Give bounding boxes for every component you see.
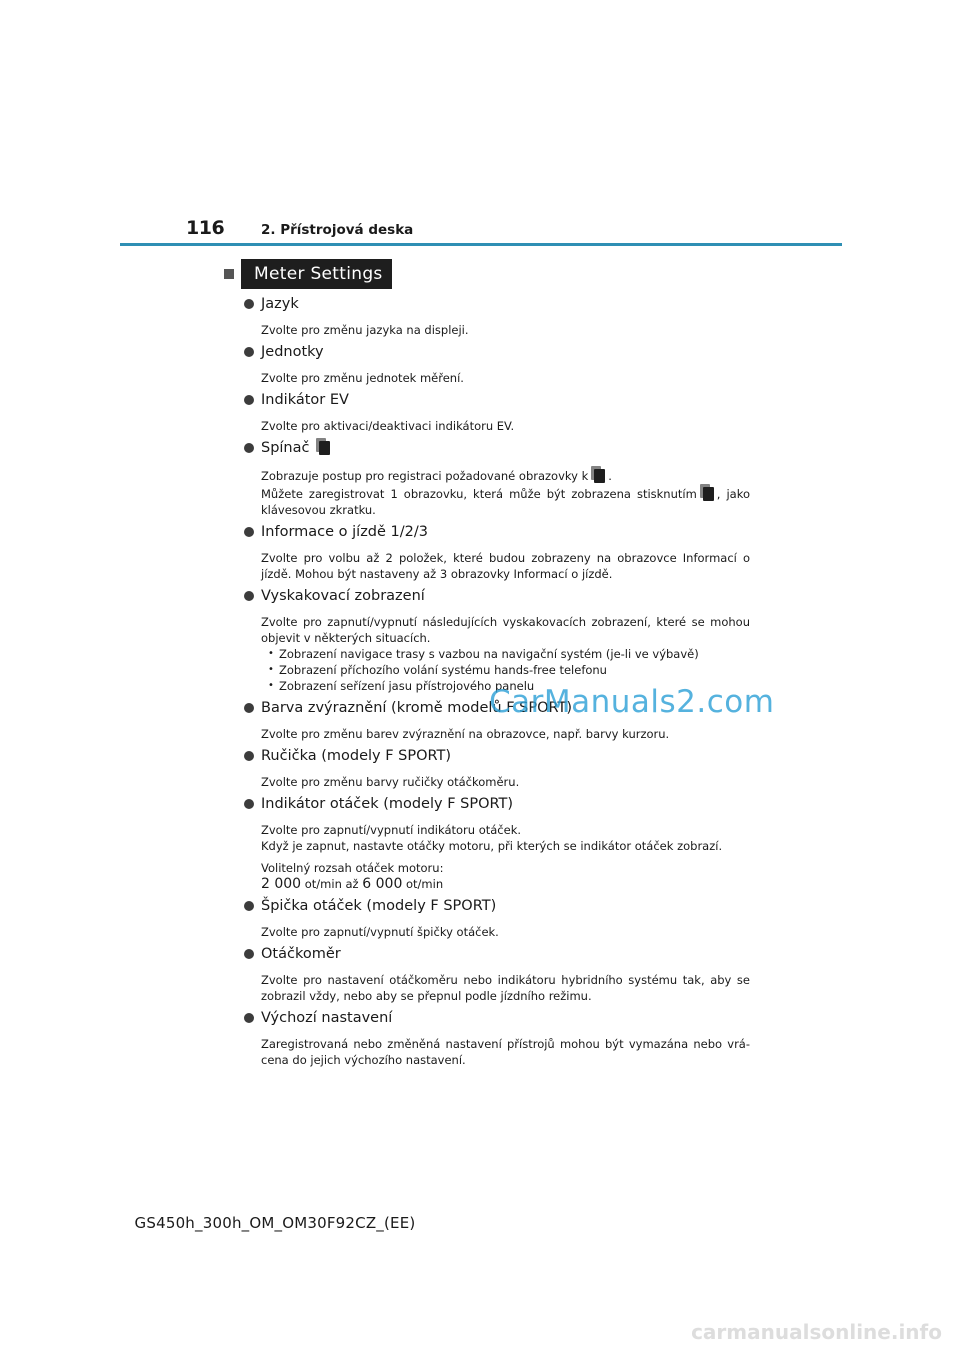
item-description: Když je zapnut, nastavte otáčky motoru, při kterých se indikátor otáček zobrazí. (261, 839, 723, 853)
item-description: Zvolte pro změnu jazyka na displeji. (261, 323, 469, 337)
sub-bullet-item: • Zobrazení seřízení jasu přístrojového panelu (261, 678, 750, 694)
item-title: Jednotky (261, 344, 324, 360)
settings-list (244, 290, 750, 1068)
screen-shortcut-key-icon (316, 438, 330, 455)
document-code: GS450h_300h_OM_OM30F92CZ_(EE) (134, 1214, 416, 1232)
item-title: Otáčkoměr (261, 946, 341, 962)
watermark: CarManuals2.com (489, 684, 775, 720)
item-title: Barva zvýraznění (kromě modelů F SPORT) (261, 700, 573, 716)
item-description: Zaregistrovaná nebo změněná nastavení přístrojů mohou být vymazána nebo vrá-cena do jejich výchozího nastavení. (261, 1037, 750, 1067)
list-item (244, 892, 750, 940)
header-rule (120, 243, 842, 246)
description-text: . (608, 469, 612, 483)
bullet-icon (244, 901, 254, 911)
description-text: Zobrazuje postup pro registraci požadované obrazovky k (261, 469, 589, 483)
item-title: Špička otáček (modely F SPORT) (261, 898, 497, 914)
screen-shortcut-key-icon (591, 466, 605, 483)
list-item (244, 1004, 750, 1068)
sub-bullet-item: • Zobrazení navigace trasy s vazbou na navigační systém (je-li ve výbavě) (261, 646, 750, 662)
description-text: , jako klávesovou zkratku. (261, 487, 751, 517)
range-max: 6 000 (362, 876, 403, 892)
item-title: Spínač (261, 440, 310, 456)
bullet-icon (244, 799, 254, 809)
item-title: Ručička (modely F SPORT) (261, 748, 452, 764)
range-value (261, 876, 750, 892)
item-title: Jazyk (261, 296, 299, 312)
item-title: Vyskakovací zobrazení (261, 588, 425, 604)
range-unit: ot/min (406, 877, 444, 891)
footer (0, 1214, 960, 1232)
list-item (244, 386, 750, 434)
item-title: Informace o jízdě 1/2/3 (261, 524, 428, 540)
site-watermark: carmanualsonline.info (691, 1320, 942, 1344)
item-description: Zvolte pro zapnutí/vypnutí indikátoru otáček. (261, 823, 522, 837)
item-description (261, 466, 750, 484)
list-item (244, 790, 750, 892)
list-item (244, 518, 750, 582)
chapter-title: 2. Přístrojová deska (261, 222, 414, 238)
list-item (244, 742, 750, 790)
list-item (244, 290, 750, 338)
item-title: Indikátor otáček (modely F SPORT) (261, 796, 514, 812)
item-description (261, 484, 750, 518)
list-item (244, 582, 750, 694)
item-description: Zvolte pro volbu až 2 položek, které budou zobrazeny na obrazovce Informací o jízdě. Mohou být nastaveny až 3 obrazovky Informací o jízdě. (261, 551, 750, 581)
item-description: Zvolte pro zapnutí/vypnutí špičky otáček. (261, 925, 499, 939)
range-unit: ot/min až (304, 877, 359, 891)
list-item (244, 434, 750, 518)
section-title: Meter Settings (241, 259, 392, 289)
section-heading (224, 259, 392, 289)
bullet-icon (244, 703, 254, 713)
item-description: Zvolte pro zapnutí/vypnutí následujících vyskakovacích zobrazení, které se mohou objevit v některých situacích. (261, 615, 750, 645)
range-min: 2 000 (261, 876, 302, 892)
item-description: Zvolte pro aktivaci/deaktivaci indikátoru EV. (261, 419, 515, 433)
page-number: 116 (186, 217, 225, 239)
item-description: Zvolte pro změnu barev zvýraznění na obrazovce, např. barvy kurzoru. (261, 727, 670, 741)
sub-bullet-item: • Zobrazení příchozího volání systému hands-free telefonu (261, 662, 750, 678)
item-description: Zvolte pro nastavení otáčkoměru nebo indikátoru hybridního systému tak, aby se zobrazil vždy, nebo aby se přepnul podle jízdního režimu. (261, 973, 750, 1003)
bullet-icon (244, 527, 254, 537)
bullet-icon (244, 395, 254, 405)
list-item (244, 338, 750, 386)
range-label: Volitelný rozsah otáček motoru: (261, 861, 444, 875)
bullet-icon (244, 1013, 254, 1023)
list-item (244, 940, 750, 1004)
item-title: Výchozí nastavení (261, 1010, 393, 1026)
item-description: Zvolte pro změnu jednotek měření. (261, 371, 464, 385)
bullet-icon (244, 751, 254, 761)
item-title: Indikátor EV (261, 392, 349, 408)
bullet-icon (244, 949, 254, 959)
screen-shortcut-key-icon (700, 484, 714, 501)
bullet-icon (244, 443, 254, 453)
bullet-icon (244, 299, 254, 309)
description-text: Můžete zaregistrovat 1 obrazovku, která může být zobrazena stisknutím (261, 487, 697, 501)
bullet-icon (244, 347, 254, 357)
square-bullet-icon (224, 269, 234, 279)
bullet-icon (244, 591, 254, 601)
item-description: Zvolte pro změnu barvy ručičky otáčkoměru. (261, 775, 520, 789)
